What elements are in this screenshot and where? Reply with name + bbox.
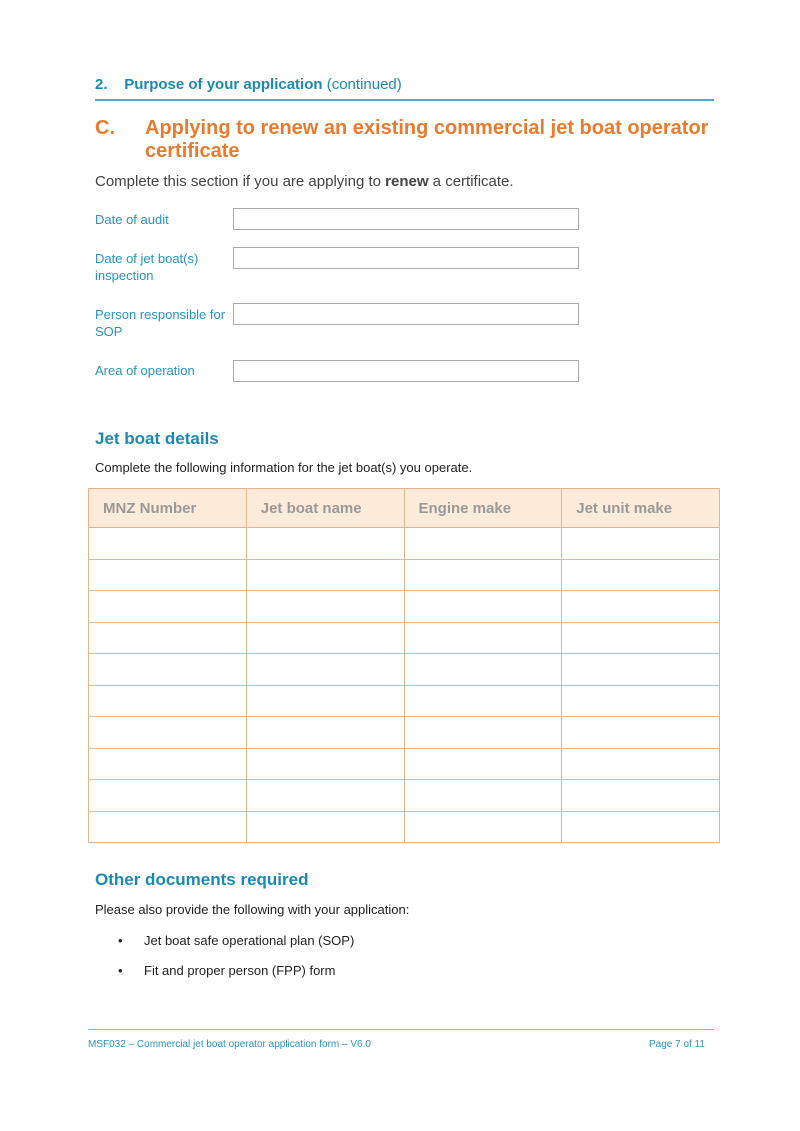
table-cell[interactable]	[89, 685, 247, 717]
table-cell[interactable]	[562, 811, 720, 843]
table-cell[interactable]	[404, 654, 562, 686]
section-divider	[95, 99, 714, 101]
column-header: Engine make	[404, 489, 562, 528]
jet-boat-details-heading: Jet boat details	[95, 429, 219, 448]
table-cell[interactable]	[404, 528, 562, 560]
table-cell[interactable]	[89, 528, 247, 560]
intro-bold: renew	[385, 173, 429, 190]
table-cell[interactable]	[562, 685, 720, 717]
section-heading	[95, 76, 402, 93]
column-header: Jet boat name	[246, 489, 404, 528]
table-cell[interactable]	[562, 717, 720, 749]
section-title: Purpose of your application	[124, 76, 323, 93]
table-row	[89, 811, 720, 843]
table-cell[interactable]	[246, 748, 404, 780]
table-cell[interactable]	[562, 780, 720, 812]
field-label-inspection-date: Date of jet boat(s) inspection	[95, 251, 199, 283]
column-header: Jet unit make	[562, 489, 720, 528]
table-cell[interactable]	[89, 717, 247, 749]
table-cell[interactable]	[246, 654, 404, 686]
part-letter: C.	[95, 117, 115, 139]
bullet-icon: •	[118, 933, 123, 948]
table-cell[interactable]	[89, 622, 247, 654]
footer-divider	[88, 1029, 714, 1030]
table-cell[interactable]	[246, 780, 404, 812]
bullet-icon: •	[118, 963, 123, 978]
person-responsible-field[interactable]	[233, 303, 579, 325]
table-cell[interactable]	[246, 717, 404, 749]
field-label-date-of-audit: Date of audit	[95, 212, 169, 227]
date-of-audit-field[interactable]	[233, 208, 579, 230]
part-intro	[95, 173, 514, 190]
table-cell[interactable]	[404, 591, 562, 623]
table-row	[89, 748, 720, 780]
section-suffix: (continued)	[326, 76, 402, 93]
table-cell[interactable]	[89, 591, 247, 623]
other-documents-instruction: Please also provide the following with your application:	[95, 902, 410, 917]
table-cell[interactable]	[404, 559, 562, 591]
intro-text-end: a certificate.	[428, 173, 514, 190]
table-row	[89, 559, 720, 591]
table-cell[interactable]	[562, 528, 720, 560]
field-label-area-of-operation: Area of operation	[95, 363, 195, 378]
table-cell[interactable]	[404, 685, 562, 717]
table-cell[interactable]	[89, 748, 247, 780]
table-cell[interactable]	[246, 622, 404, 654]
footer-form-id: MSF032 – Commercial jet boat operator application form – V6.0	[88, 1039, 371, 1050]
table-cell[interactable]	[89, 654, 247, 686]
list-item: Fit and proper person (FPP) form	[144, 963, 336, 978]
table-cell[interactable]	[89, 811, 247, 843]
table-cell[interactable]	[404, 717, 562, 749]
table-cell[interactable]	[404, 780, 562, 812]
inspection-date-field[interactable]	[233, 247, 579, 269]
table-cell[interactable]	[246, 559, 404, 591]
part-title: Applying to renew an existing commercial jet boat operator certificate	[145, 117, 709, 162]
table-cell[interactable]	[246, 591, 404, 623]
table-cell[interactable]	[246, 811, 404, 843]
table-cell[interactable]	[89, 559, 247, 591]
table-row	[89, 780, 720, 812]
table-row	[89, 654, 720, 686]
table-cell[interactable]	[246, 528, 404, 560]
jet-boat-table	[88, 488, 720, 843]
table-row	[89, 591, 720, 623]
list-item: Jet boat safe operational plan (SOP)	[144, 933, 355, 948]
table-row	[89, 622, 720, 654]
table-cell[interactable]	[89, 780, 247, 812]
area-of-operation-field[interactable]	[233, 360, 579, 382]
other-documents-heading: Other documents required	[95, 870, 309, 889]
table-cell[interactable]	[246, 685, 404, 717]
field-label-person-responsible: Person responsible for SOP	[95, 307, 226, 339]
section-number: 2.	[95, 76, 108, 93]
intro-text: Complete this section if you are applying to	[95, 173, 386, 190]
table-row	[89, 528, 720, 560]
table-row	[89, 717, 720, 749]
table-cell[interactable]	[404, 811, 562, 843]
table-cell[interactable]	[404, 622, 562, 654]
table-cell[interactable]	[562, 559, 720, 591]
table-header-row	[89, 489, 720, 528]
jet-boat-details-instruction: Complete the following information for the jet boat(s) you operate.	[95, 460, 473, 475]
table-cell[interactable]	[562, 591, 720, 623]
table-cell[interactable]	[562, 622, 720, 654]
table-row	[89, 685, 720, 717]
table-cell[interactable]	[562, 654, 720, 686]
table-cell[interactable]	[562, 748, 720, 780]
table-cell[interactable]	[404, 748, 562, 780]
footer-page-number: Page 7 of 11	[649, 1039, 705, 1050]
column-header: MNZ Number	[89, 489, 247, 528]
